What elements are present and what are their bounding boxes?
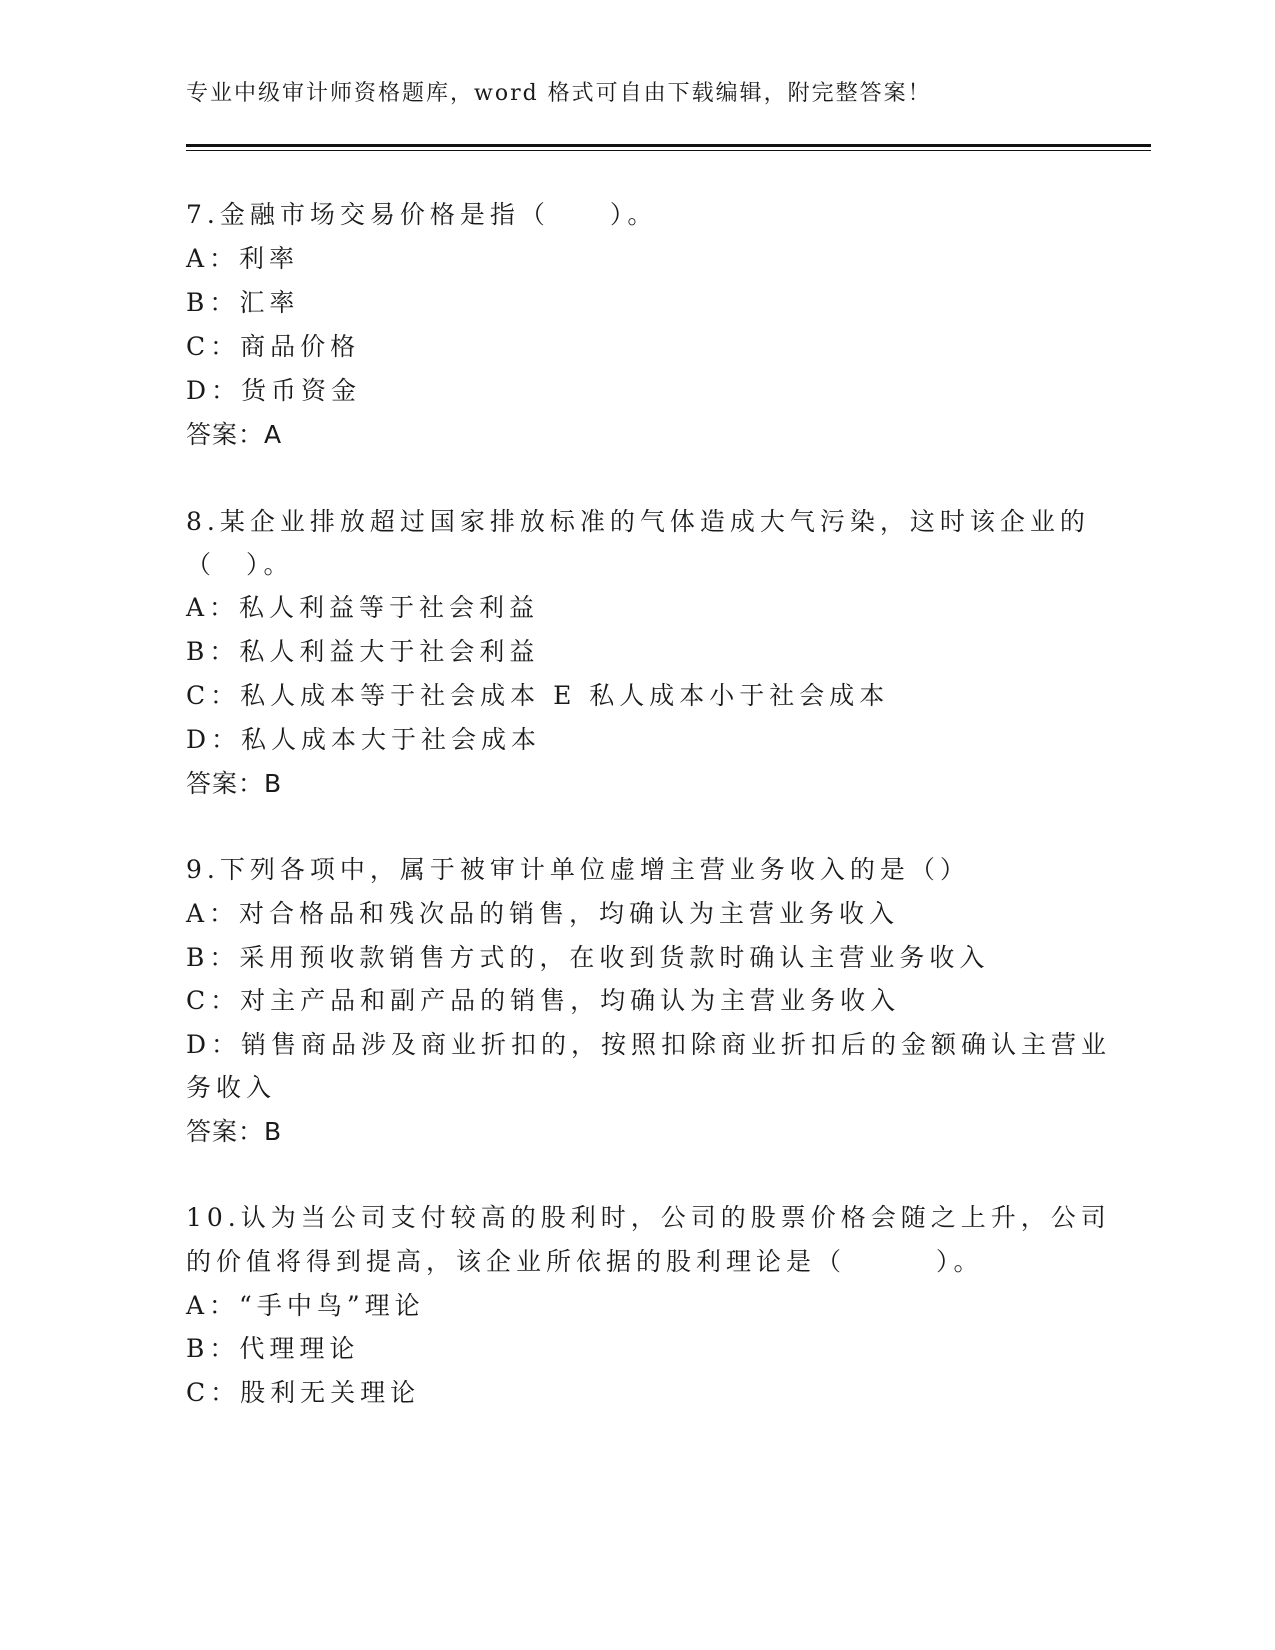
question-9-answer: 答案：B [186, 1117, 283, 1146]
question-8-option-a: A：私人利益等于社会利益 [186, 593, 540, 622]
question-8-answer: 答案：B [186, 769, 283, 798]
question-10-option-c: C：股利无关理论 [186, 1378, 421, 1407]
header-rule-thin [186, 150, 1151, 151]
question-9-option-a: A：对合格品和残次品的销售，均确认为主营业务收入 [186, 899, 900, 928]
question-8-option-b: B：私人利益大于社会利益 [186, 637, 540, 666]
question-9-stem: 9.下列各项中，属于被审计单位虚增主营业务收入的是（） [186, 855, 970, 884]
question-7-option-a: A：利率 [186, 244, 300, 273]
question-7-option-c: C：商品价格 [186, 332, 361, 361]
question-10-option-b: B：代理理论 [186, 1334, 360, 1363]
question-10-stem-line-2: 的价值将得到提高，该企业所依据的股利理论是（ ）。 [186, 1247, 984, 1276]
question-7-option-d: D：货币资金 [186, 376, 362, 405]
question-9-option-d-line-2: 务收入 [186, 1073, 277, 1102]
page-header: 专业中级审计师资格题库，word 格式可自由下载编辑，附完整答案！ [186, 81, 932, 106]
question-8-option-c: C：私人成本等于社会成本 E 私人成本小于社会成本 [186, 681, 890, 710]
question-9-option-b: B：采用预收款销售方式的，在收到货款时确认主营业务收入 [186, 943, 990, 972]
question-7-option-b: B：汇率 [186, 288, 300, 317]
question-8-stem-line-2: （ ）。 [186, 550, 294, 579]
question-9-option-d-line-1: D：销售商品涉及商业折扣的，按照扣除商业折扣后的金额确认主营业 [186, 1030, 1112, 1059]
question-10-option-a: A：“手中鸟”理论 [186, 1291, 425, 1320]
question-8-stem-line-1: 8.某企业排放超过国家排放标准的气体造成大气污染，这时该企业的 [186, 507, 1090, 536]
question-10-stem-line-1: 10.认为当公司支付较高的股利时，公司的股票价格会随之上升，公司 [186, 1203, 1111, 1232]
question-9-option-c: C：对主产品和副产品的销售，均确认为主营业务收入 [186, 986, 901, 1015]
question-7-stem: 7.金融市场交易价格是指（ ）。 [186, 200, 658, 229]
header-rule-thick [186, 144, 1151, 147]
question-8-option-d: D：私人成本大于社会成本 [186, 725, 542, 754]
question-7-answer: 答案：A [186, 420, 283, 449]
